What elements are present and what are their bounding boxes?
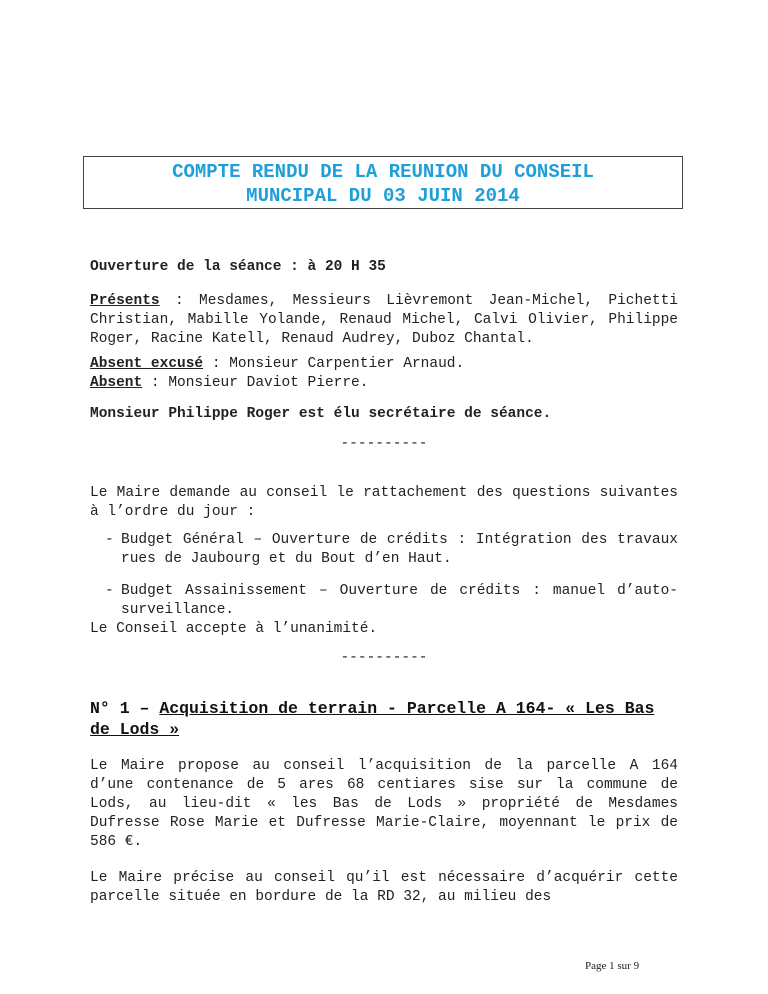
section-1-title (90, 698, 678, 740)
document-title-box (83, 156, 683, 209)
absent-line (90, 374, 678, 393)
section-1-prefix: N° 1 – (90, 699, 160, 718)
paragraph-justification: Le Maire précise au conseil qu’il est nécessaire d’acquérir cette parcelle située en bordure de la RD 32, au milieu des (90, 870, 678, 905)
absent-excuse-text: : Monsieur Carpentier Arnaud. (203, 356, 465, 372)
request-intro-paragraph: Le Maire demande au conseil le rattachement des questions suivantes à l’ordre du jour : (90, 485, 678, 520)
list-item-text: Budget Assainissement – Ouverture de crédits : manuel d’auto-surveillance. (121, 583, 678, 618)
paragraph-acquisition: Le Maire propose au conseil l’acquisition de la parcelle A 164 d’une contenance de 5 ares 68 centiares sise sur la commune de Lods, au lieu-dit « les Bas de Lods » propriété de Mesdames Dufresse Rose Marie et Dufresse Marie-Claire, moyennant le prix de 586 €. (90, 758, 678, 850)
presents-label: Présents (90, 293, 160, 309)
secretary-line: Monsieur Philippe Roger est élu secrétaire de séance. (90, 406, 552, 422)
absent-excuse-label: Absent excusé (90, 356, 204, 372)
absent-excuse-line (90, 355, 678, 374)
opening-line: Ouverture de la séance : à 20 H 35 (90, 259, 386, 275)
list-item (105, 531, 678, 569)
section-1-heading: Acquisition de terrain - Parcelle A 164- « Les Bas de Lods » (90, 699, 655, 739)
page-footer: Page 1 sur 9 (585, 960, 640, 972)
list-item-text: Budget Général – Ouverture de crédits : Intégration des travaux rues de Jaubourg et du Bout d’en Haut. (121, 532, 678, 567)
list-item-dash: - (105, 532, 114, 548)
absent-label: Absent (90, 375, 143, 391)
accepted-line: Le Conseil accepte à l’unanimité. (90, 621, 378, 637)
presents-paragraph (90, 292, 678, 349)
list-item (105, 582, 678, 620)
separator-2: ---------- (340, 650, 428, 666)
document-title-line-1: COMPTE RENDU DE LA REUNION DU CONSEIL (172, 161, 594, 183)
absent-text: : Monsieur Daviot Pierre. (142, 375, 369, 391)
separator-1: ---------- (340, 436, 428, 452)
document-title-line-2: MUNCIPAL DU 03 JUIN 2014 (246, 185, 520, 207)
presents-text: : Mesdames, Messieurs Lièvremont Jean-Michel, Pichetti Christian, Mabille Yolande, Renaud Michel, Calvi Olivier, Philippe Roger, Racine Katell, Renaud Audrey, Duboz Chantal. (90, 293, 678, 347)
list-item-dash: - (105, 583, 114, 599)
